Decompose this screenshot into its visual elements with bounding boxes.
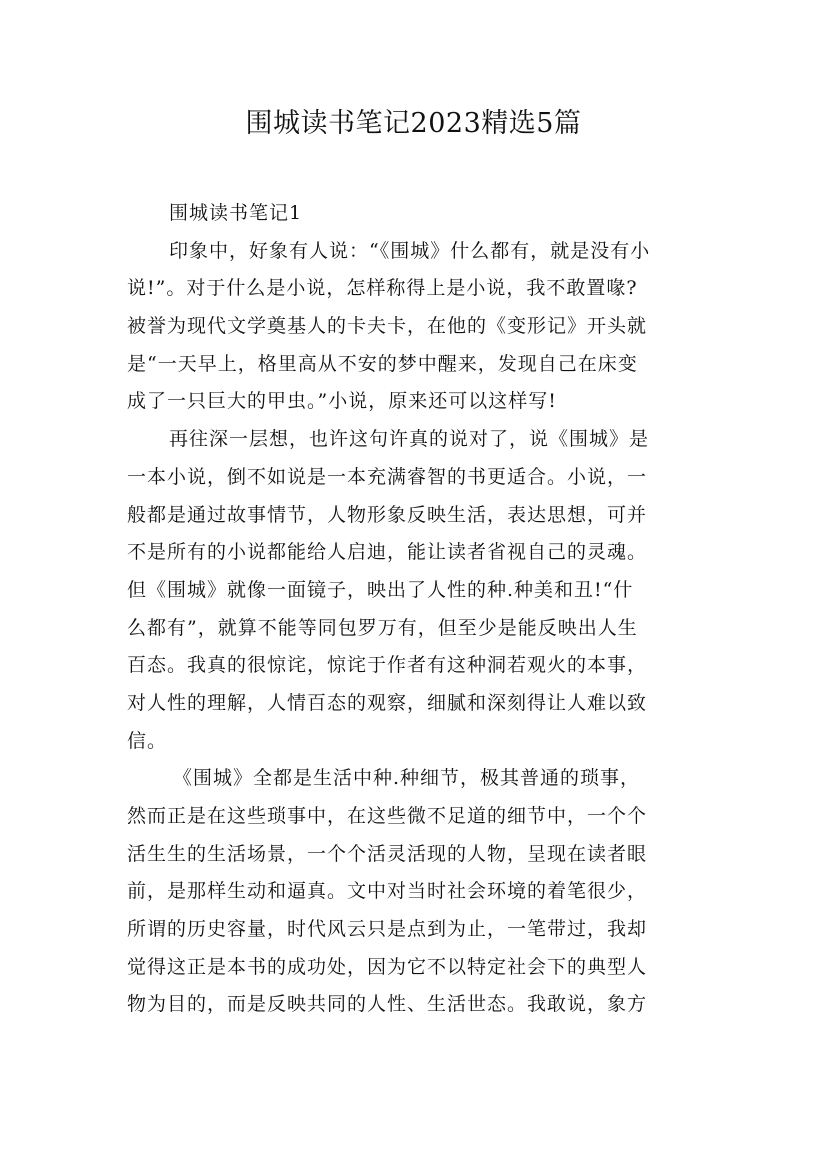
paragraph-line: 活生生的生活场景，一个个活灵活现的人物，呈现在读者眼 (127, 842, 648, 865)
paragraph-line: 信。 (127, 729, 168, 752)
paragraph-line: 是“一天早上，格里高从不安的梦中醒来，发现自己在床变 (127, 352, 638, 375)
paragraph-line: 般都是通过故事情节，人物形象反映生活，表达思想，可并 (127, 503, 648, 526)
paragraph-line: 对人性的理解，人情百态的观察，细腻和深刻得让人难以致 (127, 691, 648, 714)
paragraph-line: 《围城》全都是生活中种.种细节，极其普通的琐事， (173, 767, 641, 790)
paragraph (127, 421, 714, 760)
paragraph-line: 百态。我真的很惊诧，惊诧于作者有这种洞若观火的本事， (127, 654, 648, 677)
paragraph-line: 说!”。对于什么是小说，怎样称得上是小说，我不敢置喙? (127, 277, 638, 300)
paragraph-line: 再往深一层想，也许这句许真的说对了，说《围城》是 (169, 428, 650, 451)
paragraph-line: 但《围城》就像一面镜子，映出了人性的种.种美和丑!“什 (127, 578, 634, 601)
paragraph-line: 不是所有的小说都能给人启迪，能让读者省视自己的灵魂。 (127, 541, 648, 564)
paragraph-line: 物为目的，而是反映共同的人性、生活世态。我敢说，象方 (127, 993, 648, 1016)
paragraph-line: 前，是那样生动和逼真。文中对当时社会环境的着笔很少， (127, 880, 648, 903)
section-heading: 围城读书笔记1 (169, 202, 303, 224)
paragraph-line: 觉得这正是本书的成功处，因为它不以特定社会下的典型人 (127, 955, 648, 978)
paragraph (127, 233, 714, 421)
paragraph-line: 一本小说，倒不如说是一本充满睿智的书更适合。小说，一 (127, 465, 648, 488)
paragraph-line: 印象中，好象有人说：“《围城》什么都有，就是没有小 (169, 239, 651, 262)
document-body (127, 195, 714, 1024)
paragraph (127, 760, 714, 1024)
paragraph-line: 所谓的历史容量，时代风云只是点到为止，一笔带过，我却 (127, 918, 648, 941)
paragraph-line: 被誉为现代文学奠基人的卡夫卡，在他的《变形记》开头就 (127, 315, 648, 338)
paragraph-line: 么都有”，就算不能等同包罗万有，但至少是能反映出人生 (127, 616, 638, 639)
paragraph-line: 然而正是在这些琐事中，在这些微不足道的细节中，一个个 (127, 805, 648, 827)
document-title: 围城读书笔记2023精选5篇 (245, 108, 582, 139)
paragraph-line: 成了一只巨大的甲虫。”小说，原来还可以这样写! (127, 390, 557, 413)
